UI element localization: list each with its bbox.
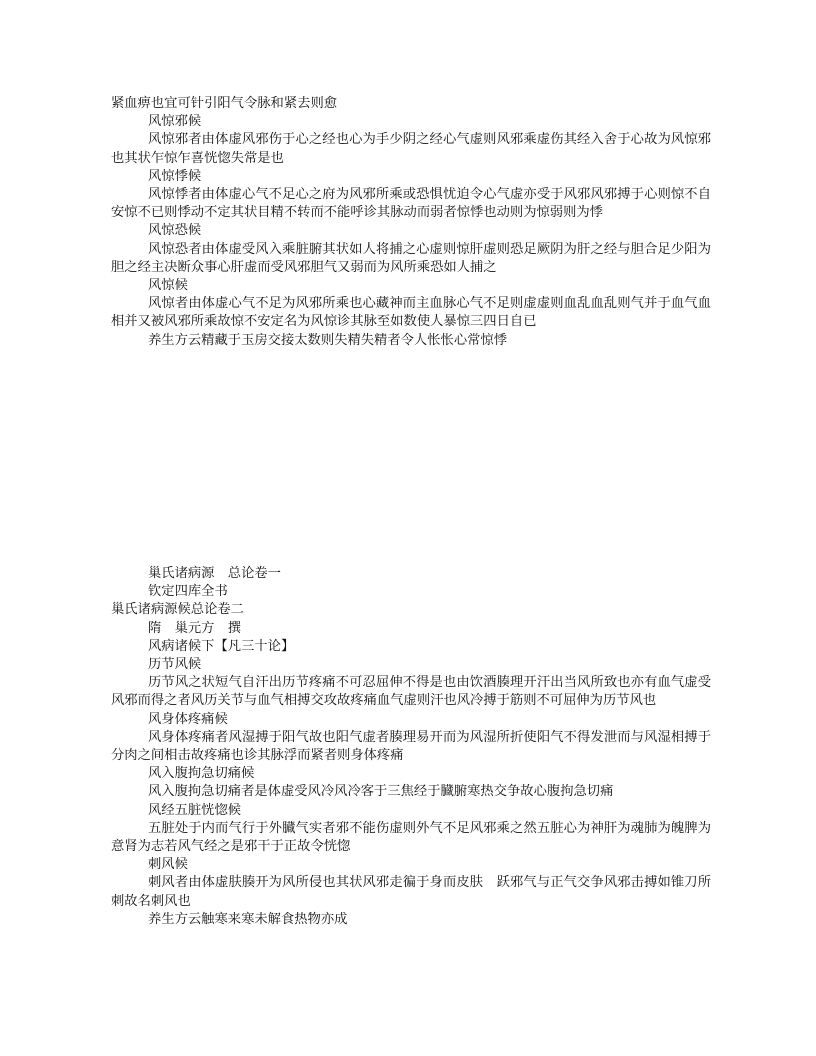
- entry-body: 历节风之状短气自汗出历节疼痛不可忍屈伸不得是也由饮酒腠理开汗出当风所致也亦有血气虚受风邪而得之者风历关节与血气相搏交攻故疼痛血气虚则汗也风冷搏于筋则不可屈伸为历节风也: [111, 675, 711, 709]
- entry-body: 风惊恐者由体虚受风入乘脏腑其状如人将捕之心虚则惊肝虚则恐足厥阴为肝之经与胆合足少阳为胆之经主决断众事心肝虚而受风邪胆气又弱而为风所乘恐如人捕之: [111, 241, 711, 275]
- author-line: 隋 巢元方 撰: [148, 620, 242, 636]
- entry-title: 风经五脏恍惚候: [148, 802, 242, 818]
- entry-title: 风惊候: [148, 278, 188, 294]
- entry-body: 风惊邪者由体虚风邪伤于心之经也心为手少阴之经心气虚则风邪乘虚伤其经入舍于心故为风惊邪也其状乍惊乍喜恍惚失常是也: [111, 132, 711, 166]
- book-title: 巢氏诸病源候总论卷二: [111, 602, 244, 618]
- collection-name: 钦定四库全书: [148, 584, 228, 600]
- volume-footer-title: 巢氏诸病源 总论卷一: [148, 566, 281, 581]
- text-block-bottom: [111, 565, 711, 929]
- entry-title: 风惊邪候: [148, 114, 202, 130]
- entry-title: 刺风候: [148, 857, 188, 873]
- entry-title: 风身体疼痛候: [148, 711, 228, 727]
- chapter-title: 风病诸候下【凡三十论】: [148, 638, 295, 654]
- yangsheng-note: 养生方云精藏于玉房交接太数则失精失精者令人怅怅心常惊悸: [148, 332, 508, 348]
- entry-body: 风惊者由体虚心气不足为风邪所乘也心藏神而主血脉心气不足则虚虚则血乱血乱则气并于血气血相并又被风邪所乘故惊不安定名为风惊诊其脉至如数使人暴惊三四日自已: [111, 296, 711, 330]
- entry-body: 风惊悸者由体虚心气不足心之府为风邪所乘或恐惧忧迫令心气虚亦受于风邪风邪搏于心则惊不自安惊不已则悸动不定其状目精不转而不能呼诊其脉动而弱者惊悸也动则为惊弱则为悸: [111, 187, 711, 221]
- entry-title: 风入腹拘急切痛候: [148, 766, 255, 782]
- text-block-top: [111, 95, 711, 350]
- entry-title: 历节风候: [148, 657, 202, 673]
- entry-body: 风入腹拘急切痛者是体虚受风冷风冷客于三焦经于臓腑寒热交争故心腹拘急切痛: [148, 784, 614, 800]
- entry-title: 风惊恐候: [148, 223, 202, 239]
- continuation-text: 紧血痹也宜可针引阳气令脉和紧去则愈: [111, 96, 338, 111]
- yangsheng-note: 养生方云触寒来寒未解食热物亦成: [148, 911, 348, 927]
- entry-title: 风惊悸候: [148, 168, 202, 184]
- entry-body: 风身体疼痛者风湿搏于阳气故也阳气虚者腠理易开而为风湿所折使阳气不得发泄而与风湿相搏于分肉之间相击故疼痛也诊其脉浮而紧者则身体疼痛: [111, 729, 711, 764]
- entry-body: 刺风者由体虚肤腠开为风所侵也其状风邪走徧于身而皮肤 跃邪气与正气交争风邪击搏如锥刀所刺故名刺风也: [111, 875, 711, 909]
- entry-body: 五脏处于内而气行于外臓气实者邪不能伤虚则外气不足风邪乘之然五脏心为神肝为魂肺为魄脾为意肾为志若风气经之是邪干于正故令恍惚: [111, 820, 711, 855]
